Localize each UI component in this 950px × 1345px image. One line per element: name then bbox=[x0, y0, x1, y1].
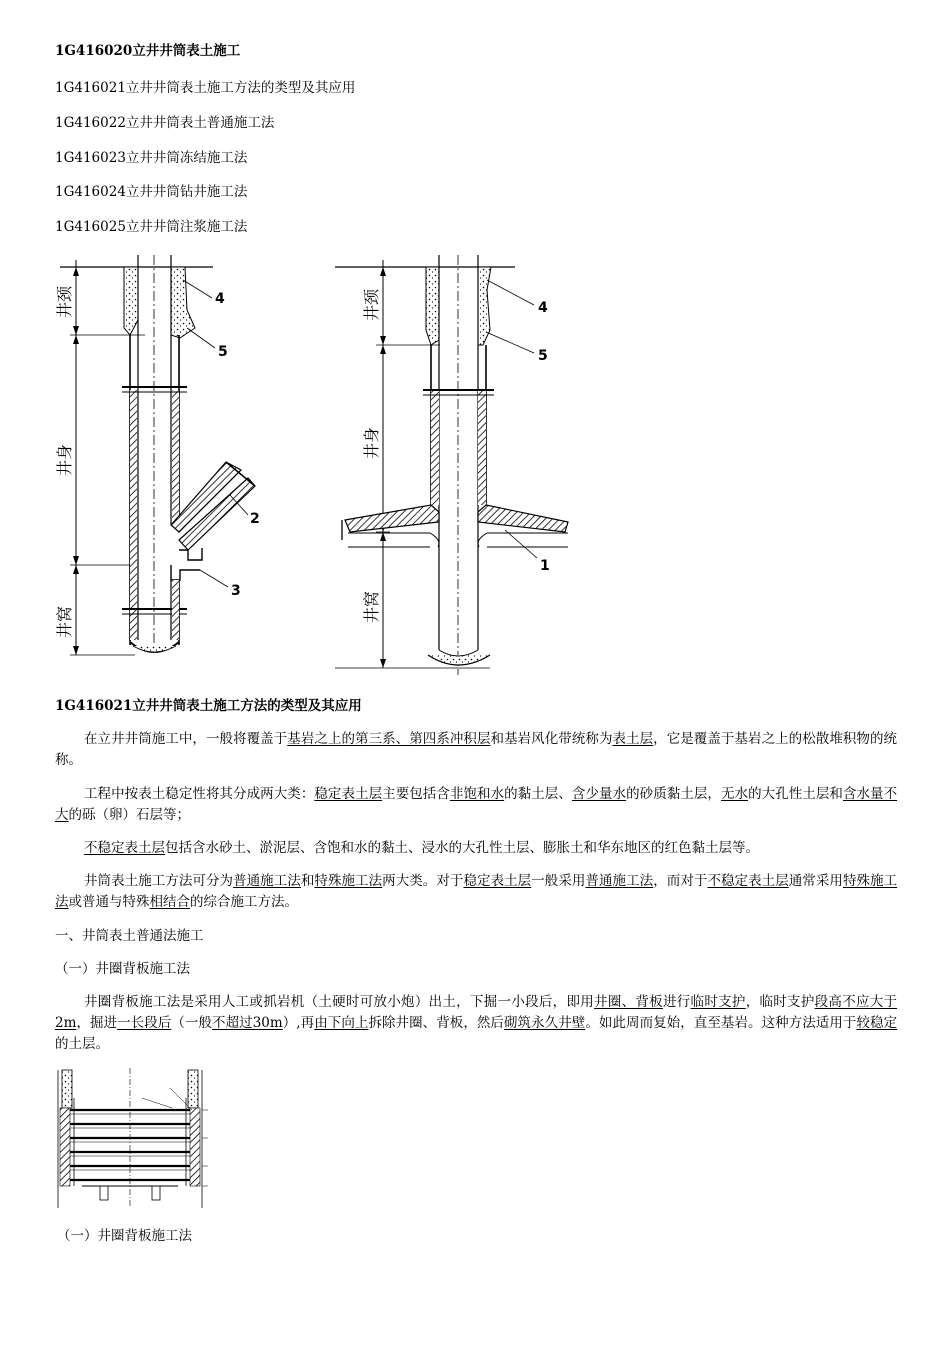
toc-title: 1G416020立井井筒表土施工 bbox=[55, 43, 241, 59]
left-body-label: 井身 bbox=[55, 443, 74, 477]
paragraph-unstable-topsoil: 不稳定表土层包括含水砂土、淤泥层、含饱和水的黏土、浸水的大孔性土层、膨胀土和华东地区的红色黏土层等。 bbox=[84, 840, 759, 856]
right-body-label: 井身 bbox=[362, 426, 381, 460]
toc-item: 1G416024立井井筒钻井施工法 bbox=[55, 184, 248, 200]
right-sump-label: 井窝 bbox=[362, 590, 381, 624]
toc-item: 1G416025立井井筒注浆施工法 bbox=[55, 219, 248, 235]
toc-item: 1G416023立井井筒冻结施工法 bbox=[55, 150, 248, 166]
right-neck-label: 井颈 bbox=[362, 288, 381, 322]
right-callout-1: 1 bbox=[540, 558, 550, 574]
left-callout-4: 4 bbox=[215, 291, 225, 307]
paragraph-ring-backboard-method: 井圈背板施工法是采用人工或抓岩机（土硬时可放小炮）出土，下掘一小段后，即用井圈、背板进行临时支护，临时支护段高不应大于2m，掘进一长段后（一般不超过30m）,再由下向上拆除井圈、背板，然后砌筑永久井壁。如此周而复始，直至基岩。这种方法适用于较稳定的土层。 bbox=[55, 994, 898, 1052]
right-shaft-diagram bbox=[335, 255, 568, 675]
figure-caption: （一）井圈背板施工法 bbox=[57, 1228, 192, 1244]
ring-backboard-svg bbox=[52, 1068, 212, 1214]
subheading-normal-method: 一、井筒表土普通法施工 bbox=[55, 928, 204, 944]
right-callout-4: 4 bbox=[538, 300, 548, 316]
shaft-diagrams-svg bbox=[50, 250, 570, 685]
left-callout-5: 5 bbox=[218, 344, 228, 360]
ring-backboard-figure bbox=[52, 1068, 212, 1214]
left-shaft-diagram bbox=[55, 255, 260, 655]
left-callout-2: 2 bbox=[250, 511, 260, 527]
paragraph-topsoil-definition: 在立井井筒施工中，一般将覆盖于基岩之上的第三系、第四系冲积层和基岩风化带统称为表土层，它是覆盖于基岩之上的松散堆积物的统称。 bbox=[55, 731, 898, 768]
paragraph-construction-methods: 井筒表土施工方法可分为普通施工法和特殊施工法两大类。对于稳定表土层一般采用普通施工法，而对于不稳定表土层通常采用特殊施工法或普通与特殊相结合的综合施工方法。 bbox=[55, 873, 898, 910]
toc-item: 1G416022立井井筒表土普通施工法 bbox=[55, 115, 275, 131]
section-heading: 1G416021立井井筒表土施工方法的类型及其应用 bbox=[55, 698, 362, 714]
left-neck-label: 井颈 bbox=[55, 285, 74, 319]
left-sump-label: 井窝 bbox=[55, 605, 74, 639]
subheading-ring-backboard: （一）井圈背板施工法 bbox=[55, 961, 190, 977]
right-callout-5: 5 bbox=[538, 348, 548, 364]
toc-item: 1G416021立井井筒表土施工方法的类型及其应用 bbox=[55, 80, 356, 96]
paragraph-stable-topsoil: 工程中按表土稳定性将其分成两大类：稳定表土层主要包括含非饱和水的黏土层、含少量水的砂质黏土层，无水的大孔性土层和含水量不大的砾（卵）石层等； bbox=[55, 786, 898, 823]
shaft-structure-figure bbox=[50, 250, 570, 685]
left-callout-3: 3 bbox=[231, 583, 241, 599]
